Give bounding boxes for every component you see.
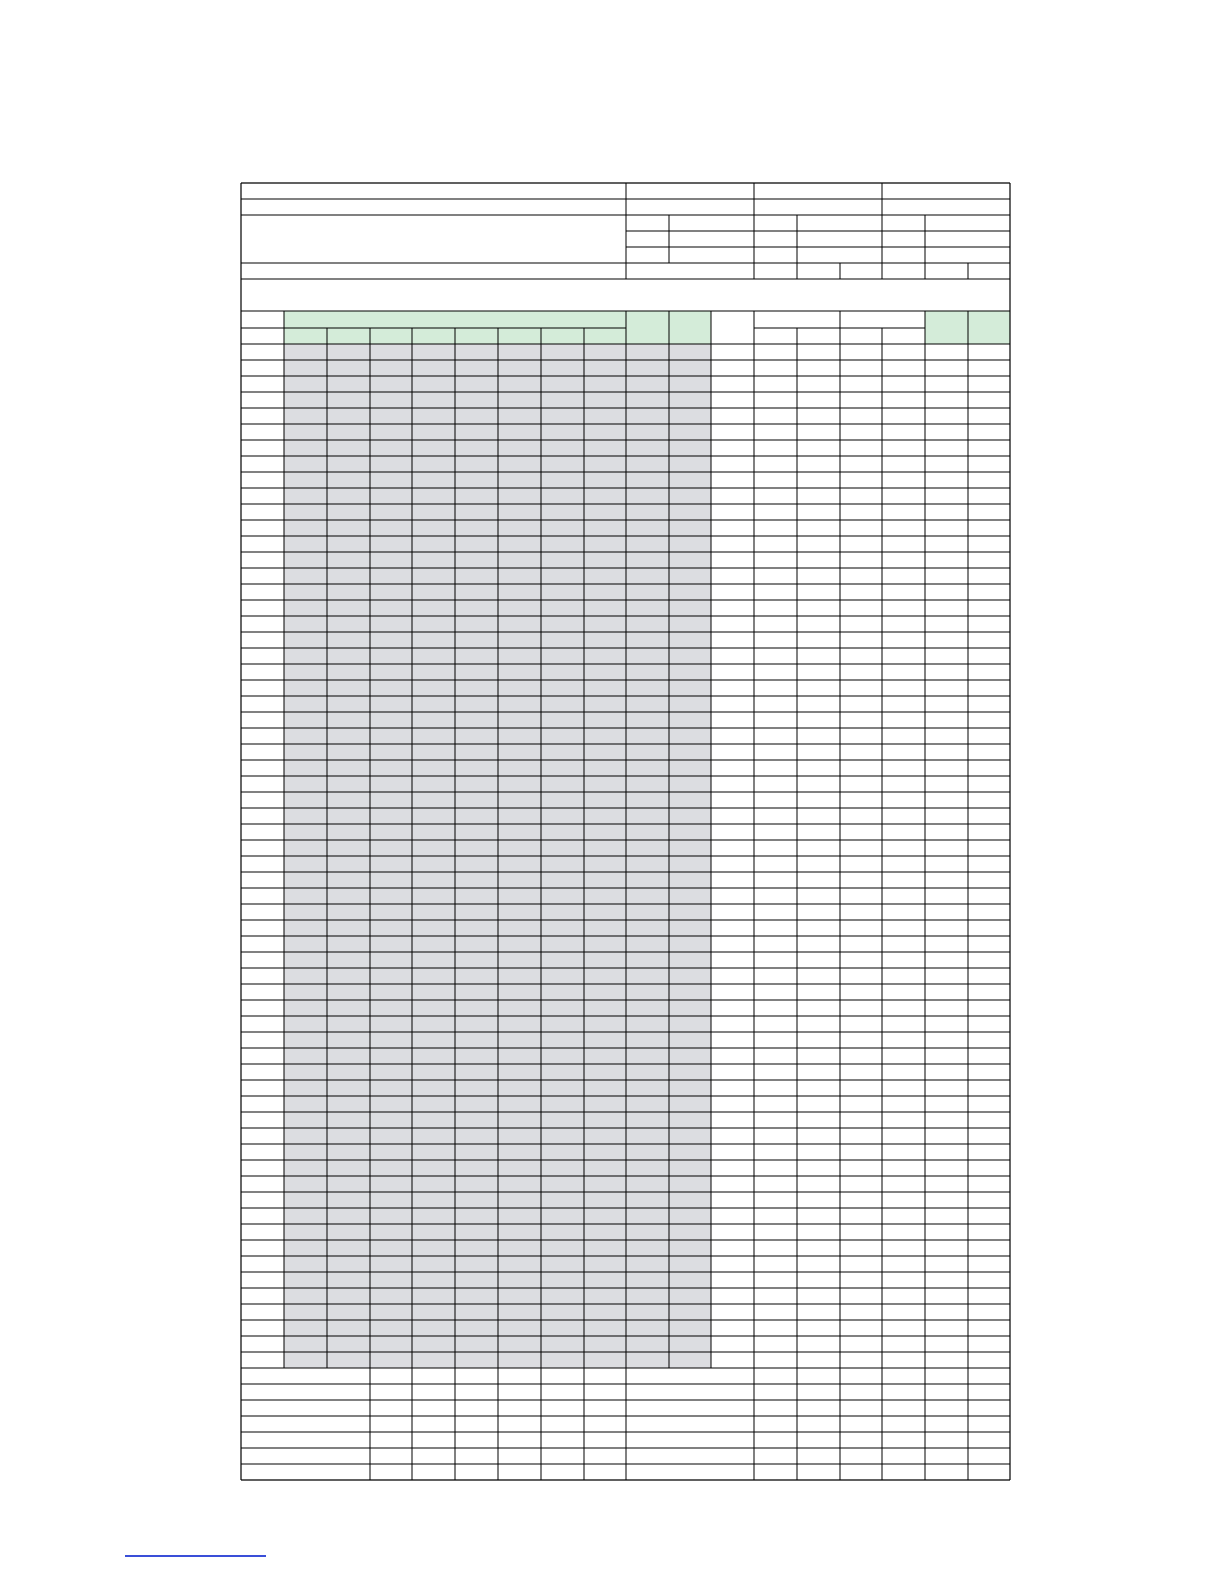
- green-header-band: [284, 311, 668, 328]
- footer-link-underline[interactable]: [125, 1555, 266, 1557]
